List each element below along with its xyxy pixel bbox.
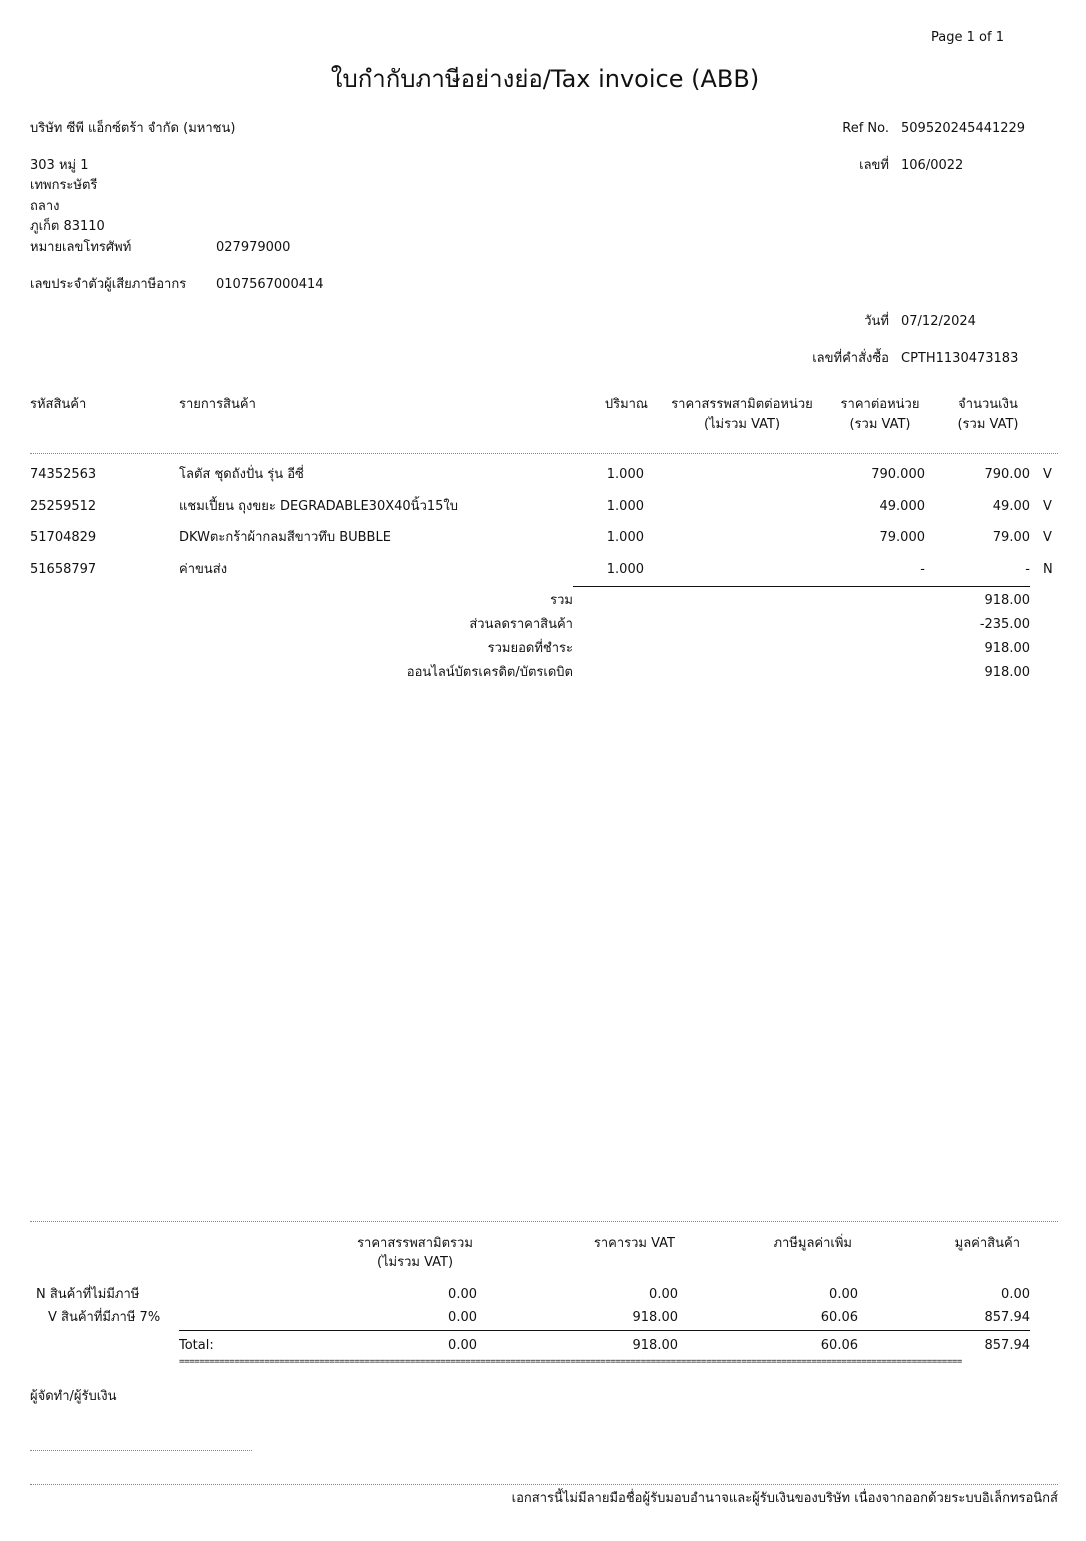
item-code: 51704829 bbox=[30, 530, 97, 545]
footer-note: เอกสารนี้ไม่มีลายมือชื่อผู้รับมอบอำนาจและผู้รับเงินของบริษัท เนื่องจากออกด้วยระบบอิเล็กทรอนิกส์ bbox=[511, 1491, 1058, 1506]
item-code: 74352563 bbox=[30, 467, 97, 482]
summary-total-rule bbox=[179, 1330, 1030, 1331]
col-header-net-unit-2: (ไม่รวม VAT) bbox=[703, 417, 781, 432]
summary-total-vat-total: 918.00 bbox=[632, 1338, 678, 1353]
item-unit-price: 790.000 bbox=[871, 467, 925, 482]
summary-row-label: N สินค้าที่ไม่มีภาษี bbox=[36, 1287, 140, 1302]
summary-col-vat-total: ราคารวม VAT bbox=[593, 1236, 675, 1251]
summary-col-excise-1: ราคาสรรพสามิตรวม bbox=[357, 1236, 473, 1251]
summary-total-value: 857.94 bbox=[984, 1338, 1030, 1353]
col-header-amount-1: จำนวนเงิน bbox=[958, 397, 1018, 412]
document-title: ใบกำกับภาษีอย่างย่อ/Tax invoice (ABB) bbox=[330, 65, 760, 93]
discount-value: -235.00 bbox=[979, 617, 1030, 632]
summary-total-label: Total: bbox=[179, 1338, 214, 1353]
summary-value: 857.94 bbox=[984, 1310, 1030, 1325]
signature-line bbox=[30, 1450, 252, 1451]
col-header-unit-2: (รวม VAT) bbox=[849, 417, 911, 432]
summary-row-label: V สินค้าที่มีภาษี 7% bbox=[48, 1310, 161, 1325]
col-header-unit-1: ราคาต่อหน่วย bbox=[840, 397, 920, 412]
address-line-3: ถลาง bbox=[30, 199, 60, 214]
ref-label: Ref No. bbox=[842, 121, 889, 136]
summary-col-vat: ภาษีมูลค่าเพิ่ม bbox=[773, 1236, 852, 1251]
item-unit-price: 49.000 bbox=[879, 499, 925, 514]
page-number: Page 1 of 1 bbox=[931, 30, 1004, 45]
summary-vat-total: 0.00 bbox=[649, 1287, 678, 1302]
company-name: บริษัท ซีพี แอ็กซ์ตร้า จำกัด (มหาชน) bbox=[30, 121, 236, 136]
item-amount: 49.00 bbox=[992, 499, 1030, 514]
item-code: 51658797 bbox=[30, 562, 97, 577]
summary-vat: 60.06 bbox=[820, 1310, 858, 1325]
item-qty: 1.000 bbox=[606, 499, 644, 514]
summary-divider bbox=[30, 1221, 1058, 1222]
taxid-label: เลขประจำตัวผู้เสียภาษีอากร bbox=[30, 277, 187, 292]
item-qty: 1.000 bbox=[606, 530, 644, 545]
col-header-amount-2: (รวม VAT) bbox=[957, 417, 1019, 432]
col-header-qty: ปริมาณ bbox=[604, 397, 648, 412]
payment-method-value: 918.00 bbox=[984, 665, 1030, 680]
item-amount: 79.00 bbox=[992, 530, 1030, 545]
summary-value: 0.00 bbox=[1001, 1287, 1030, 1302]
item-amount: 790.00 bbox=[984, 467, 1030, 482]
col-header-code: รหัสสินค้า bbox=[30, 397, 87, 412]
item-code: 25259512 bbox=[30, 499, 97, 514]
item-unit-price: 79.000 bbox=[879, 530, 925, 545]
discount-label: ส่วนลดราคาสินค้า bbox=[469, 617, 573, 632]
item-desc: DKWตะกร้าผ้ากลมสีขาวทึบ BUBBLE bbox=[179, 530, 391, 545]
date-label: วันที่ bbox=[864, 314, 889, 329]
summary-vat-total: 918.00 bbox=[632, 1310, 678, 1325]
summary-excise: 0.00 bbox=[448, 1287, 477, 1302]
subtotal-value: 918.00 bbox=[984, 593, 1030, 608]
item-amount: - bbox=[1025, 562, 1030, 577]
summary-excise: 0.00 bbox=[448, 1310, 477, 1325]
items-total-rule bbox=[573, 586, 1030, 587]
address-line-4: ภูเก็ต 83110 bbox=[30, 219, 105, 234]
grand-total-label: รวมยอดที่ชำระ bbox=[487, 641, 573, 656]
address-line-2: เทพกระษัตรี bbox=[30, 178, 98, 193]
header-divider bbox=[30, 453, 1058, 454]
summary-vat: 0.00 bbox=[829, 1287, 858, 1302]
col-header-net-unit-1: ราคาสรรพสามิตต่อหน่วย bbox=[671, 397, 813, 412]
ref-value: 509520245441229 bbox=[901, 121, 1026, 136]
summary-total-vat: 60.06 bbox=[820, 1338, 858, 1353]
phone-label: หมายเลขโทรศัพท์ bbox=[30, 240, 132, 255]
item-unit-price: - bbox=[920, 562, 925, 577]
item-vat-flag: V bbox=[1043, 467, 1052, 482]
item-desc: ค่าขนส่ง bbox=[179, 562, 228, 577]
item-qty: 1.000 bbox=[606, 467, 644, 482]
summary-col-excise-2: (ไม่รวม VAT) bbox=[376, 1255, 454, 1270]
phone-value: 027979000 bbox=[216, 240, 291, 255]
summary-total-excise: 0.00 bbox=[448, 1338, 477, 1353]
taxid-value: 0107567000414 bbox=[216, 277, 324, 292]
col-header-desc: รายการสินค้า bbox=[179, 397, 256, 412]
footer-divider bbox=[30, 1484, 1058, 1485]
grand-total-value: 918.00 bbox=[984, 641, 1030, 656]
date-value: 07/12/2024 bbox=[901, 314, 976, 329]
item-vat-flag: N bbox=[1043, 562, 1053, 577]
item-vat-flag: V bbox=[1043, 530, 1052, 545]
double-underline: ============================================================================================================================================================ bbox=[179, 1357, 962, 1367]
item-desc: แชมเปี้ยน ถุงขยะ DEGRADABLE30X40นิ้ว15ใบ bbox=[179, 499, 459, 514]
item-vat-flag: V bbox=[1043, 499, 1052, 514]
summary-col-value: มูลค่าสินค้า bbox=[954, 1236, 1020, 1251]
address-line-1: 303 หมู่ 1 bbox=[30, 158, 89, 173]
signer-label: ผู้จัดทำ/ผู้รับเงิน bbox=[30, 1389, 117, 1404]
payment-method-label: ออนไลน์บัตรเครดิต/บัตรเดบิต bbox=[406, 665, 573, 680]
doc-no-value: 106/0022 bbox=[901, 158, 964, 173]
order-value: CPTH1130473183 bbox=[901, 351, 1019, 366]
item-qty: 1.000 bbox=[606, 562, 644, 577]
doc-no-label: เลขที่ bbox=[859, 158, 889, 173]
subtotal-label: รวม bbox=[550, 593, 573, 608]
order-label: เลขที่คำสั่งซื้อ bbox=[812, 351, 889, 366]
item-desc: โลตัส ชุดถังปั่น รุ่น อีซี่ bbox=[179, 467, 304, 482]
